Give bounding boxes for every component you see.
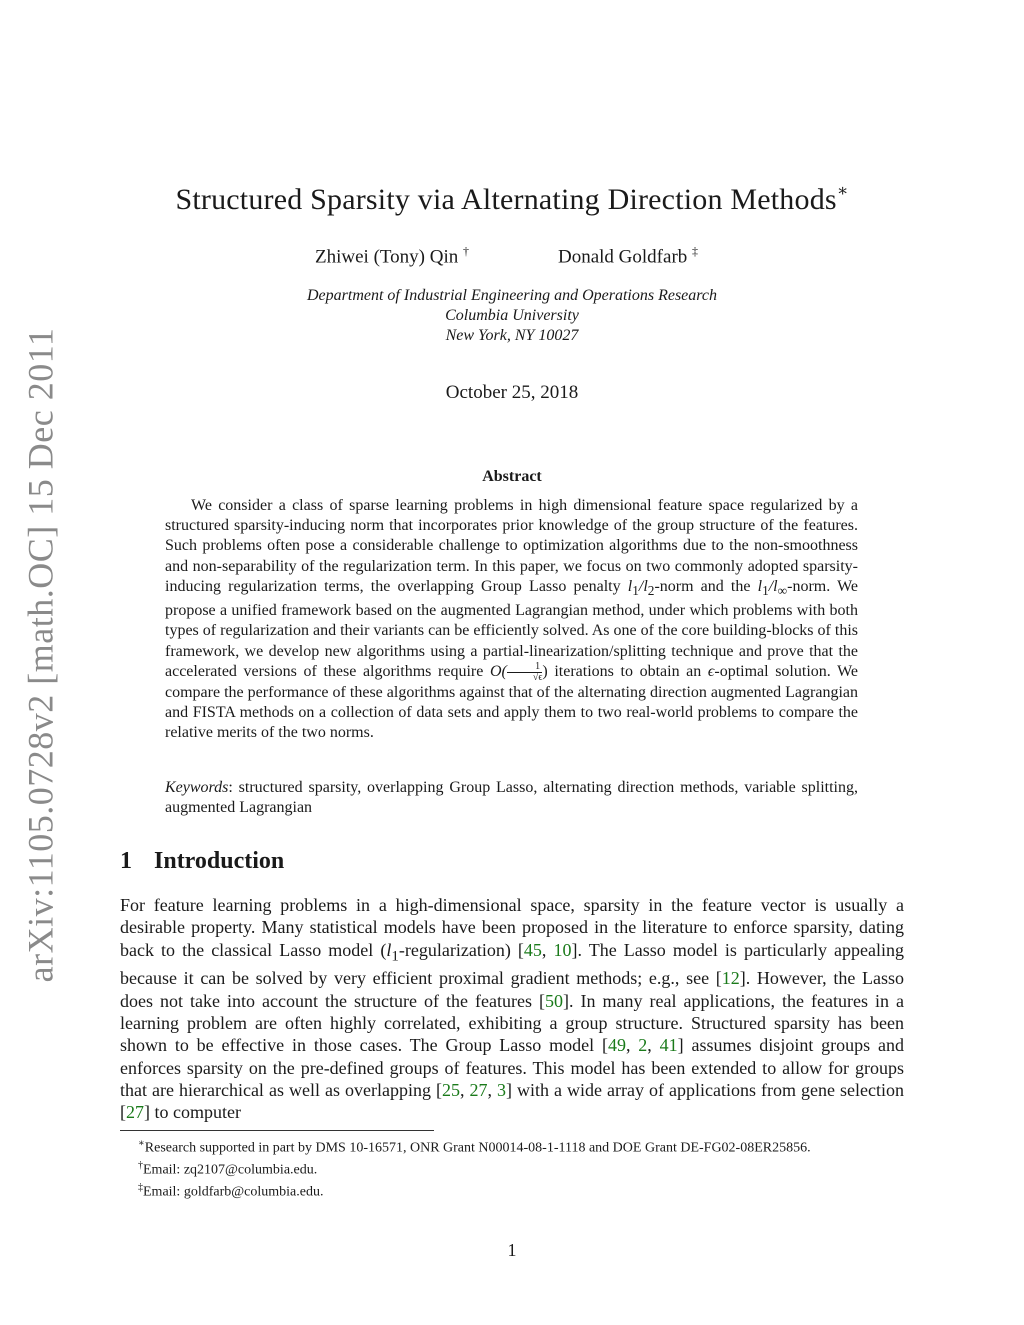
affiliation-university: Columbia University [445, 307, 579, 324]
author-2-name: Donald Goldfarb [558, 246, 688, 268]
intro-text: ] assumes disjoint groups and enforces sparsity on the pre-defined groups of features. This model has been extended to allow for groups that are hierarchical as well as overlapping [ [120, 1035, 904, 1100]
math-l: l [627, 577, 633, 595]
author-1-name: Zhiwei (Tony) Qin [315, 246, 459, 268]
author-1 [315, 244, 469, 268]
citation-separator: , [541, 939, 554, 960]
footnote-text: Email: goldfarb@columbia.edu. [143, 1184, 324, 1200]
paper-title-text: Structured Sparsity via Alternating Direction Methods [175, 183, 837, 216]
footnote-mark: ‡ [138, 1182, 143, 1194]
abstract-heading: Abstract [482, 468, 542, 485]
footnote-email-1 [120, 1157, 904, 1179]
footnote-email-2 [120, 1179, 904, 1201]
abstract-text: -optimal solution. We compare the performance of these algorithms against that of the alternating direction augmented Lagrangian and FISTA methods on a collection of data sets and apply them to two real-world problems to compare the relative merits of the two norms. [165, 662, 859, 742]
abstract-text: iterations to obtain an [547, 662, 708, 680]
math-sub: 1 [762, 583, 769, 598]
title-footnote-mark[interactable]: ∗ [836, 181, 849, 200]
math-epsilon: ϵ [707, 662, 715, 680]
paper-date: October 25, 2018 [445, 382, 579, 403]
section-number: 1 [120, 848, 132, 874]
footnote-text: Research supported in part by DMS 10-16571, ONR Grant N00014-08-1-1118 and DOE Grant DE-FG02-08ER25856. [144, 1140, 811, 1156]
citation-link[interactable]: 25 [441, 1079, 460, 1100]
footnote-rule [120, 1130, 434, 1131]
author-2-mark[interactable]: ‡ [692, 244, 699, 258]
abstract-text: We consider a class of sparse learning problems in high dimensional feature space regularized by a structured sparsity-inducing norm that incorporates prior knowledge of the group structure of the features. Such problems often pose a considerable challenge to optimization algorithms due to the non-smoothness and non-separability of the regularization term. In this paper, we focus on two commonly adopted sparsity-inducing regularization terms, the overlapping Group Lasso penalty [165, 497, 858, 595]
math-sub: 1 [391, 948, 399, 965]
affiliation [0, 286, 1024, 346]
math-sub: 1 [632, 583, 639, 598]
math-sub: ∞ [777, 583, 788, 598]
intro-text: ]. However, the Lasso does not take into account the structure of the features [ [120, 968, 905, 1011]
paper-title [0, 183, 1024, 217]
citation-link[interactable]: 27 [469, 1079, 488, 1100]
intro-text: ]. The Lasso model is particularly appealing because it can be solved by very efficient proximal gradient methods; e.g., see [ [120, 939, 905, 989]
intro-text: ] with a wide array of applications from gene selection [ [120, 1079, 904, 1123]
abstract-text: -norm and the [654, 577, 758, 595]
fraction-numerator: 1 [507, 662, 543, 673]
citation-link[interactable]: 49 [607, 1035, 626, 1056]
intro-text: For feature learning problems in a high-dimensional space, sparsity in the feature vector is usually a desirable property. Many statistical models have been proposed in the literature to enforce sparsity, dating back to the classical Lasso model ( [120, 895, 904, 960]
citation-separator: , [647, 1035, 660, 1056]
citation-link[interactable]: 3 [497, 1079, 506, 1100]
intro-paragraph [120, 894, 904, 1124]
author-1-mark[interactable]: † [463, 244, 470, 258]
footnote-funding [120, 1135, 904, 1157]
intro-text: -regularization) [ [398, 939, 524, 960]
citation-link[interactable]: 45 [523, 939, 542, 960]
abstract-body [165, 496, 858, 743]
arxiv-stamp-text: arXiv:1105.0728v2 [math.OC] 15 Dec 2011 [20, 327, 61, 983]
keywords-label: Keywords [165, 779, 229, 796]
citation-separator: , [487, 1079, 497, 1100]
footnote-mark: ∗ [138, 1138, 145, 1149]
citation-link[interactable]: 27 [126, 1102, 144, 1123]
citation-link[interactable]: 41 [659, 1035, 678, 1056]
fraction-denominator: √ϵ [532, 671, 543, 683]
math-l: /l [638, 577, 648, 595]
math-l: l [757, 577, 763, 595]
math-l: /l [768, 577, 778, 595]
math-big-o: O( [489, 662, 507, 680]
math-sub: 2 [647, 583, 655, 598]
page-number: 1 [507, 1240, 517, 1260]
keywords [165, 778, 858, 818]
citation-link[interactable]: 50 [545, 990, 563, 1011]
citation-separator: , [459, 1079, 470, 1100]
section-title: Introduction [154, 848, 285, 874]
affiliation-department: Department of Industrial Engineering and Operations Research [306, 287, 718, 304]
footnote-mark: † [138, 1160, 143, 1172]
citation-link[interactable]: 10 [553, 939, 572, 960]
citation-separator: , [625, 1035, 639, 1056]
author-2 [558, 244, 698, 268]
intro-text: ] to computer [144, 1102, 241, 1123]
math-fraction [507, 662, 543, 683]
affiliation-city: New York, NY 10027 [445, 327, 579, 344]
footnotes [120, 1135, 904, 1201]
arxiv-stamp [10, 327, 70, 983]
citation-link[interactable]: 2 [638, 1035, 648, 1056]
abstract-text: -norm. We propose a unified framework based on the augmented Lagrangian method, under which problems with both types of regularization and their variants can be efficiently solved. As one of the core building-blocks of this framework, we develop new algorithms using a partial-linearization/splitting technique and prove that the accelerated versions of these algorithms require [165, 577, 859, 680]
math-paren: ) [542, 662, 548, 680]
math-l: l [386, 939, 392, 960]
citation-link[interactable]: 12 [721, 968, 740, 989]
keywords-text: : structured sparsity, overlapping Group Lasso, alternating direction methods, variable splitting, augmented Lagrangian [165, 779, 858, 817]
footnote-text: Email: zq2107@columbia.edu. [143, 1162, 318, 1178]
intro-text: ]. In many real applications, the features in a learning problem are often highly correlated, exhibiting a group structure. Structured sparsity has been shown to be effective in those cases. The Group Lasso model [ [120, 990, 904, 1056]
section-heading [120, 848, 284, 875]
